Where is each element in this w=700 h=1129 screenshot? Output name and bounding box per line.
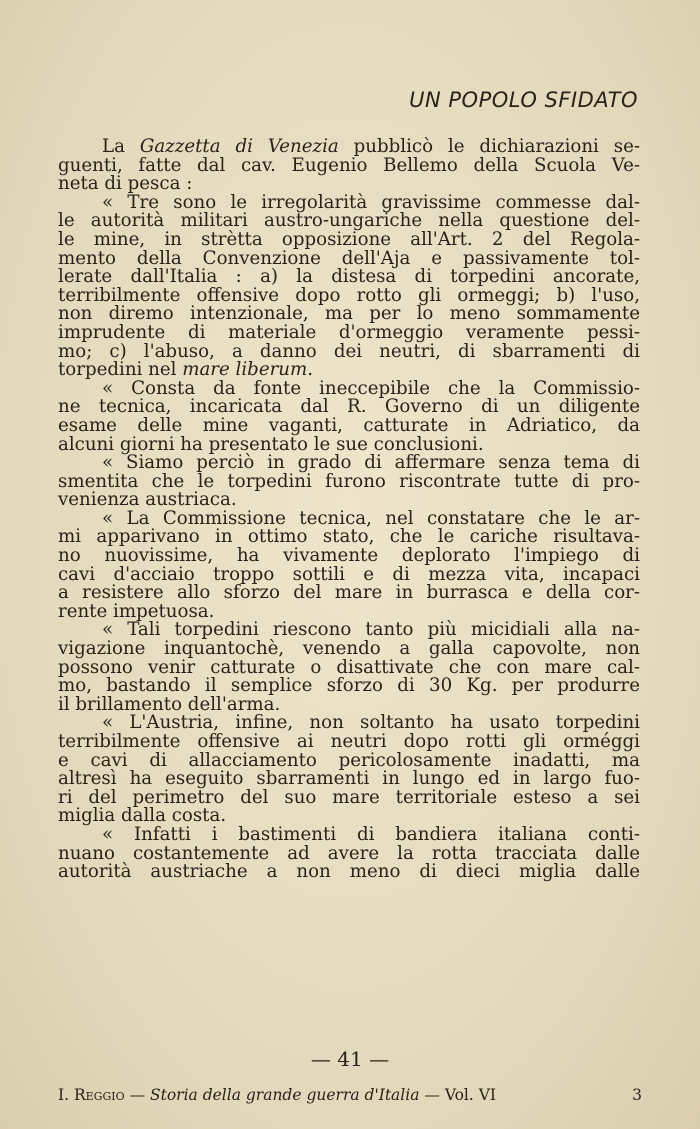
footer-author: I. Reggio xyxy=(58,1086,125,1104)
text-line: « L'Austria, infine, non soltanto ha usato torpedini xyxy=(102,712,640,734)
text-line: « Consta da fonte ineccepibile che la Commissio- xyxy=(102,377,640,399)
text-line: non diremo intenzionale, ma per lo meno sommamente xyxy=(58,303,640,325)
text-line: nuano costantemente ad avere la rotta tracciata dalle xyxy=(58,842,640,864)
footer-citation xyxy=(58,1086,496,1104)
text-line: cavi d'acciaio troppo sottili e di mezza vita, incapaci xyxy=(58,563,640,585)
text-line: possono venir catturate o disattivate che con mare cal- xyxy=(58,656,640,678)
footer-signature: 3 xyxy=(632,1086,642,1104)
text-line: guenti, fatte dal cav. Eugenio Bellemo della Scuola Ve- xyxy=(58,154,640,176)
footer xyxy=(58,1086,642,1104)
text-line: le mine, in strètta opposizione all'Art. 2 del Regola- xyxy=(58,228,640,250)
text-line: esame delle mine vaganti, catturate in Adriatico, da xyxy=(58,414,640,436)
text-line: smentita che le torpedini furono riscontrate tutte di pro- xyxy=(58,470,640,492)
text-line: torpedini nel mare liberum. xyxy=(58,359,314,381)
emphasis: mare liberum xyxy=(182,359,308,381)
text-line: neta di pesca : xyxy=(58,173,193,195)
text-line: miglia dalla costa. xyxy=(58,805,227,827)
text-line: e cavi di allacciamento pericolosamente inadatti, ma xyxy=(58,749,640,771)
text-line: « Infatti i bastimenti di bandiera italiana conti- xyxy=(102,823,640,845)
text-line: terribilmente offensive ai neutri dopo rotti gli orméggi xyxy=(58,731,640,752)
text-line: autorità austriache a non meno di dieci miglia dalle xyxy=(58,861,640,883)
text-line: il brillamento dell'arma. xyxy=(58,693,281,715)
emphasis: Gazzetta di Venezia xyxy=(139,136,339,157)
text-line: lerate dall'Italia : a) la distesa di torpedini ancorate, xyxy=(58,266,640,288)
text-line: imprudente di materiale d'ormeggio veramente pessi- xyxy=(58,321,640,343)
text-line: terribilmente offensive dopo rotto gli ormeggi; b) l'uso, xyxy=(58,284,640,306)
text-line: le autorità militari austro-ungariche nella questione del- xyxy=(58,210,640,232)
text-line: « La Commissione tecnica, nel constatare che le ar- xyxy=(102,507,640,529)
text-line: vigazione inquantochè, venendo a galla capovolte, non xyxy=(58,638,640,660)
text-line: mo; c) l'abuso, a danno dei neutri, di sbarramenti di xyxy=(58,340,640,362)
text-line: « Tre sono le irregolarità gravissime commesse dal- xyxy=(102,191,640,213)
text-line: « Siamo perciò in grado di affermare senza tema di xyxy=(102,452,640,474)
text-line: ne tecnica, incaricata dal R. Governo di un diligente xyxy=(58,396,640,418)
page-number: — 41 — xyxy=(310,1047,390,1071)
footer-title: — Storia della grande guerra d'Italia — xyxy=(129,1086,440,1104)
footer-volume: Vol. VI xyxy=(444,1086,497,1104)
text-line: « Tali torpedini riescono tanto più micidiali alla na- xyxy=(102,619,640,641)
text-line: ri del perimetro del suo mare territoriale esteso a sei xyxy=(58,786,640,808)
text-line: rente impetuosa. xyxy=(58,600,215,622)
text-line: no nuovissime, ha vivamente deplorato l'impiego di xyxy=(58,545,640,567)
text-line: alcuni giorni ha presentato le sue conclusioni. xyxy=(58,433,484,455)
text-line: La Gazzetta di Venezia pubblicò le dichiarazioni se- xyxy=(102,136,640,157)
text-line: mo, bastando il semplice sforzo di 30 Kg. per produrre xyxy=(58,675,640,697)
body-text xyxy=(58,138,640,882)
text-line: venienza austriaca. xyxy=(58,489,237,511)
text-line: mi apparivano in ottimo stato, che le cariche risultava- xyxy=(58,526,640,548)
running-header: UN POPOLO SFIDATO xyxy=(409,88,638,112)
text-line: altresì ha eseguito sbarramenti in lungo ed in largo fuo- xyxy=(58,768,640,790)
text-line: a resistere allo sforzo del mare in burrasca e della cor- xyxy=(58,582,640,604)
text-line: mento della Convenzione dell'Aja e passivamente tol- xyxy=(58,247,640,269)
